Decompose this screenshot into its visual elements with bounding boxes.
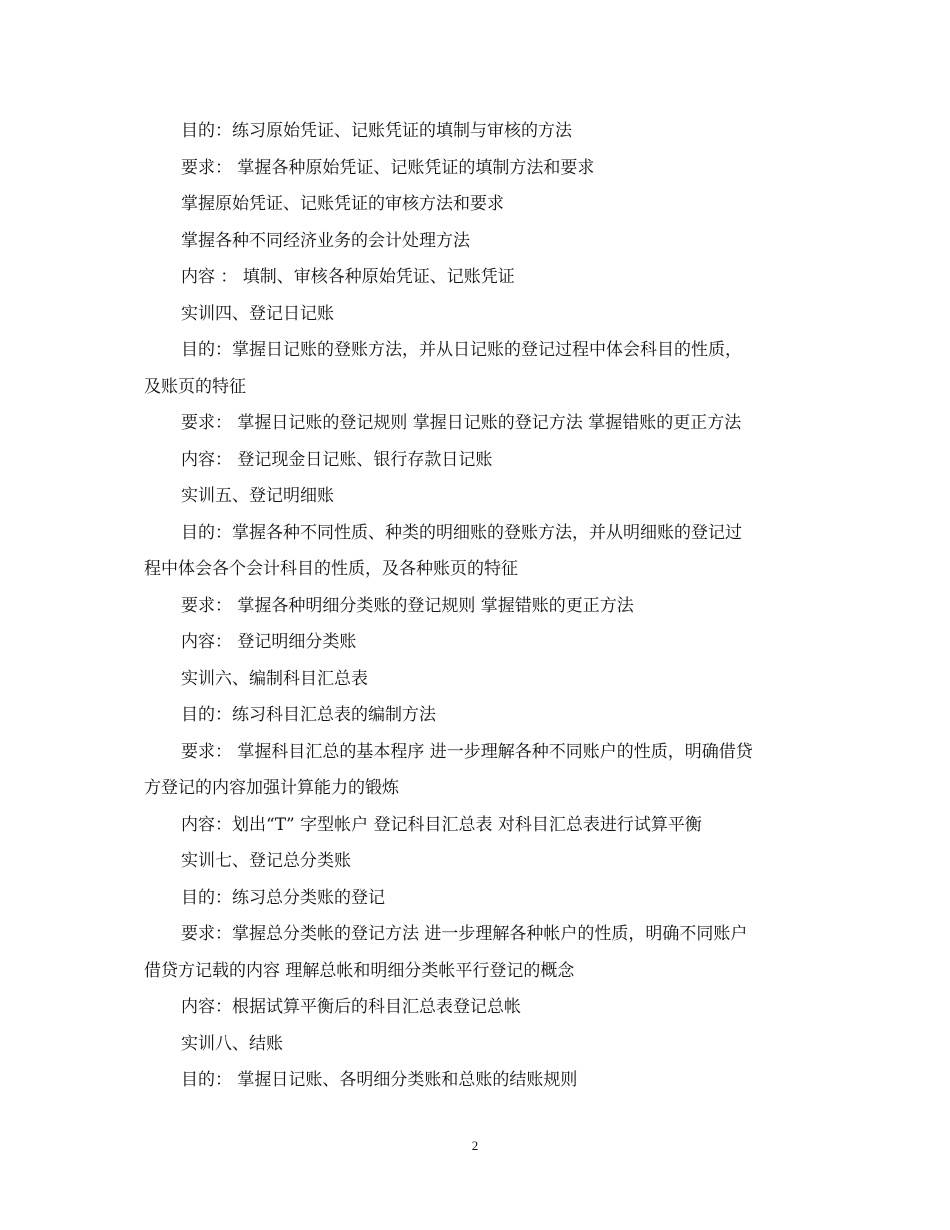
text-line: 实训六、编制科目汇总表 bbox=[181, 668, 368, 689]
text-line: 内容：划出“T” 字型帐户 登记科目汇总表 对科目汇总表进行试算平衡 bbox=[181, 814, 702, 835]
text-line: 内容： 登记现金日记账、银行存款日记账 bbox=[181, 449, 493, 470]
text-line: 内容 ： 填制、审核各种原始凭证、记账凭证 bbox=[181, 267, 515, 287]
text-line: 目的：练习总分类账的登记 bbox=[181, 887, 385, 908]
text-line: 实训五、登记明细账 bbox=[181, 486, 334, 506]
text-line: 借贷方记载的内容 理解总帐和明细分类帐平行登记的概念 bbox=[144, 960, 575, 981]
text-line: 目的：练习科目汇总表的编制方法 bbox=[181, 705, 436, 725]
text-line: 目的：练习原始凭证、记账凭证的填制与审核的方法 bbox=[181, 121, 572, 141]
text-line: 目的： 掌握日记账、各明细分类账和总账的结账规则 bbox=[181, 1070, 578, 1090]
text-line: 内容：根据试算平衡后的科目汇总表登记总帐 bbox=[181, 997, 521, 1017]
text-line: 要求： 掌握日记账的登记规则 掌握日记账的登记方法 掌握错账的更正方法 bbox=[181, 413, 742, 433]
text-line: 程中体会各个会计科目的性质，及各种账页的特征 bbox=[144, 559, 518, 579]
document-body bbox=[144, 113, 814, 1099]
text-line: 要求： 掌握各种明细分类账的登记规则 掌握错账的更正方法 bbox=[181, 595, 634, 616]
text-line: 方登记的内容加强计算能力的锻炼 bbox=[144, 778, 399, 798]
text-line: 要求：掌握总分类帐的登记方法 进一步理解各种帐户的性质，明确不同账户 bbox=[181, 924, 748, 944]
text-line: 目的：掌握各种不同性质、种类的明细账的登账方法，并从明细账的登记过 bbox=[181, 522, 742, 543]
page-number: 2 bbox=[471, 1138, 479, 1153]
text-line: 实训四、登记日记账 bbox=[181, 303, 334, 324]
text-line: 内容： 登记明细分类账 bbox=[181, 632, 357, 652]
text-line: 目的：掌握日记账的登账方法，并从日记账的登记过程中体会科目的性质， bbox=[181, 340, 742, 360]
text-line: 要求： 掌握科目汇总的基本程序 进一步理解各种不同账户的性质，明确借贷 bbox=[181, 741, 753, 762]
text-line: 实训八、结账 bbox=[181, 1033, 283, 1054]
text-line: 掌握各种不同经济业务的会计处理方法 bbox=[181, 230, 470, 251]
text-line: 及账页的特征 bbox=[144, 376, 246, 397]
text-line: 要求： 掌握各种原始凭证、记账凭证的填制方法和要求 bbox=[181, 157, 595, 178]
text-line: 掌握原始凭证、记账凭证的审核方法和要求 bbox=[181, 194, 504, 214]
text-line: 实训七、登记总分类账 bbox=[181, 851, 351, 871]
